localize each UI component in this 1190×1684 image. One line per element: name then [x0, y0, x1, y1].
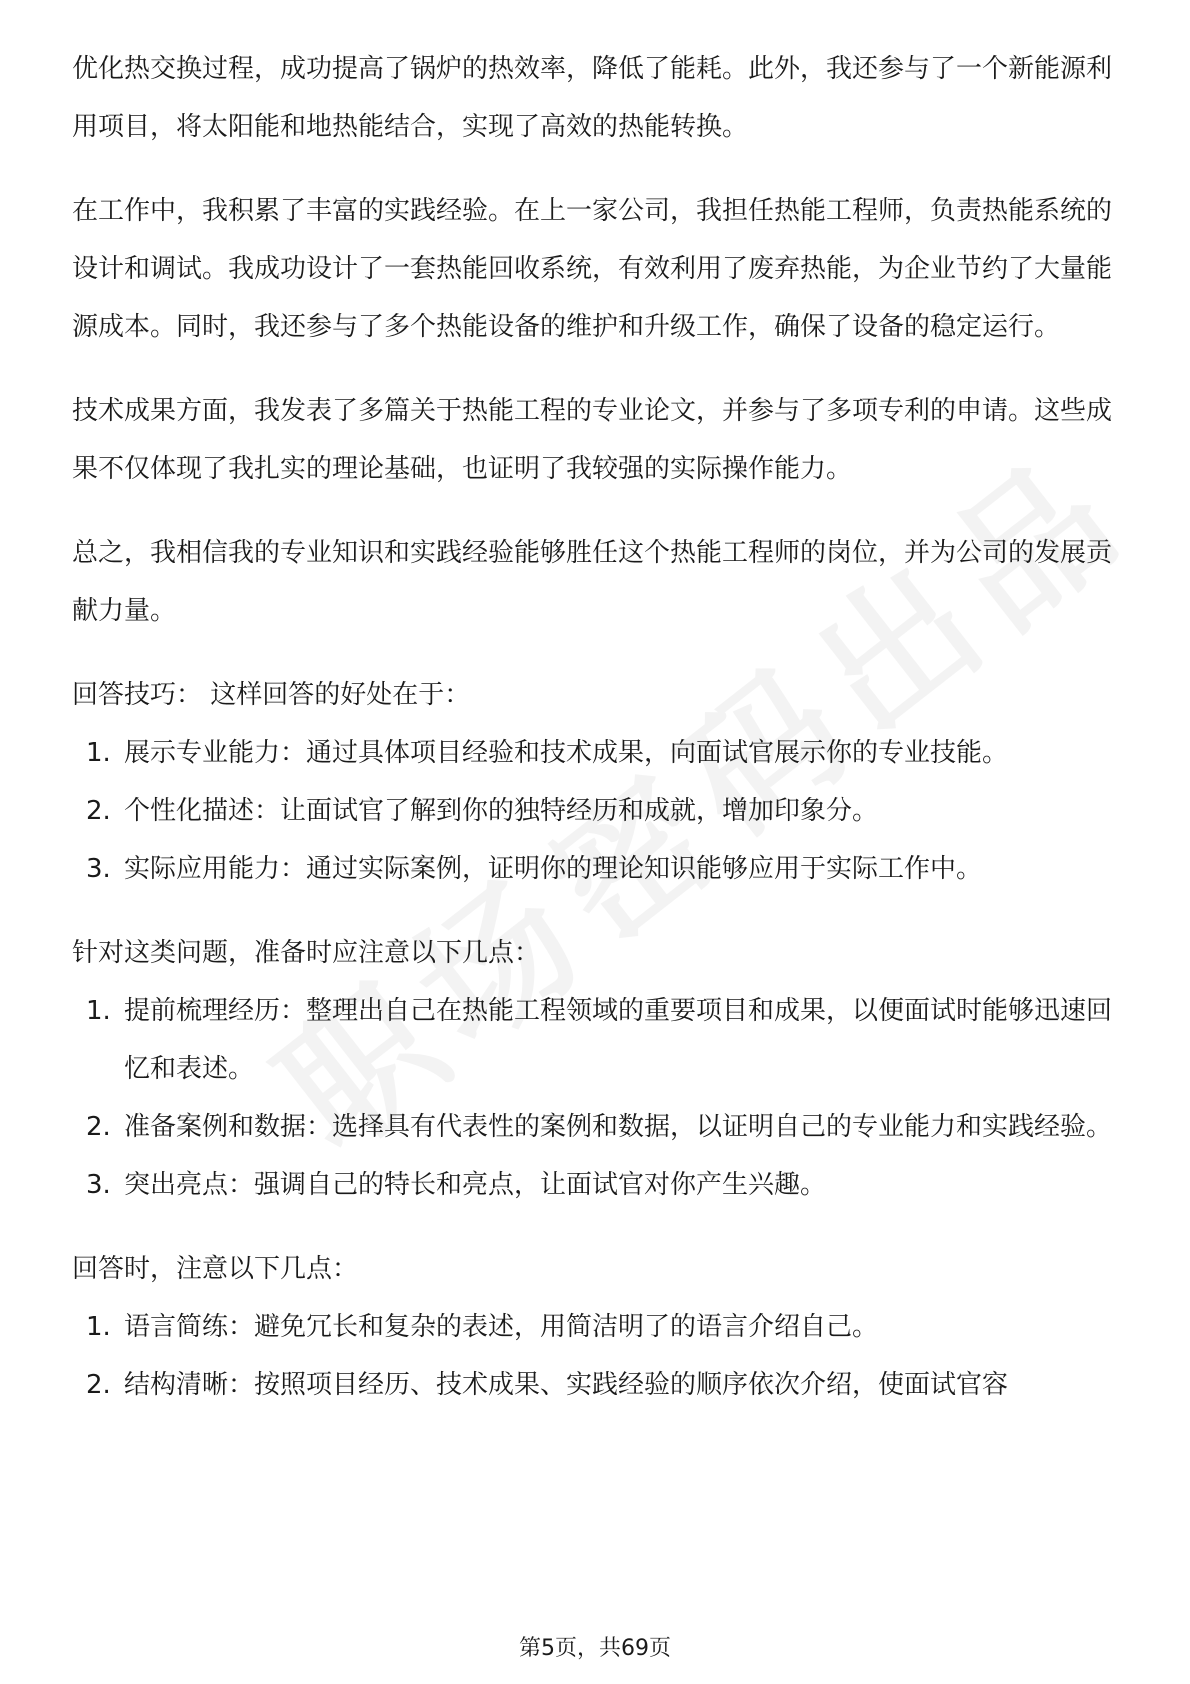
prep-heading: 针对这类问题，准备时应注意以下几点： [72, 938, 541, 968]
list-item-text: 语言简练：避免冗长和复杂的表述，用简洁明了的语言介绍自己。 [124, 1312, 879, 1342]
list-item-text: 实际应用能力：通过实际案例，证明你的理论知识能够应用于实际工作中。 [124, 854, 983, 884]
paragraph-technical-achievements: 技术成果方面，我发表了多篇关于热能工程的专业论文，并参与了多项专利的申请。这些成果不仅体现了我扎实的理论基础，也证明了我较强的实际操作能力。 [72, 396, 1113, 484]
page-number-footer: 第5页，共69页 [519, 1636, 671, 1661]
paragraph-work-experience: 在工作中，我积累了丰富的实践经验。在上一家公司，我担任热能工程师，负责热能系统的设计和调试。我成功设计了一套热能回收系统，有效利用了废弃热能，为企业节约了大量能源成本。同时，我还参与了多个热能设备的维护和升级工作，确保了设备的稳定运行。 [72, 196, 1113, 342]
list-item-text: 个性化描述：让面试官了解到你的独特经历和成就，增加印象分。 [124, 796, 879, 826]
document-page [72, 40, 1120, 1414]
answer-list [72, 1298, 1120, 1414]
paragraph-project-experience: 优化热交换过程，成功提高了锅炉的热效率，降低了能耗。此外，我还参与了一个新能源利用项目，将太阳能和地热能结合，实现了高效的热能转换。 [72, 54, 1113, 142]
list-item [72, 1356, 1120, 1414]
list-number: 3. [86, 1170, 111, 1200]
list-item-text: 准备案例和数据：选择具有代表性的案例和数据，以证明自己的专业能力和实践经验。 [124, 1112, 1113, 1142]
list-number: 1. [86, 738, 111, 768]
list-number: 1. [86, 1312, 111, 1342]
tips-list [72, 724, 1120, 898]
list-item [72, 724, 1120, 782]
list-item [72, 982, 1120, 1098]
list-item [72, 1098, 1120, 1156]
list-number: 2. [86, 796, 111, 826]
list-item [72, 840, 1120, 898]
list-item [72, 782, 1120, 840]
list-number: 2. [86, 1370, 111, 1400]
tips-heading: 回答技巧： 这样回答的好处在于： [72, 680, 471, 710]
list-item-text: 结构清晰：按照项目经历、技术成果、实践经验的顺序依次介绍，使面试官容 [124, 1370, 1009, 1400]
list-item-text: 突出亮点：强调自己的特长和亮点，让面试官对你产生兴趣。 [124, 1170, 827, 1200]
answer-heading: 回答时，注意以下几点： [72, 1254, 359, 1284]
list-item [72, 1156, 1120, 1214]
list-number: 1. [86, 996, 111, 1026]
list-item-text: 提前梳理经历：整理出自己在热能工程领域的重要项目和成果，以便面试时能够迅速回忆和表述。 [124, 996, 1113, 1084]
list-number: 3. [86, 854, 111, 884]
list-item [72, 1298, 1120, 1356]
list-number: 2. [86, 1112, 111, 1142]
paragraph-conclusion: 总之，我相信我的专业知识和实践经验能够胜任这个热能工程师的岗位，并为公司的发展贡献力量。 [72, 538, 1113, 626]
list-item-text: 展示专业能力：通过具体项目经验和技术成果，向面试官展示你的专业技能。 [124, 738, 1009, 768]
prep-list [72, 982, 1120, 1214]
